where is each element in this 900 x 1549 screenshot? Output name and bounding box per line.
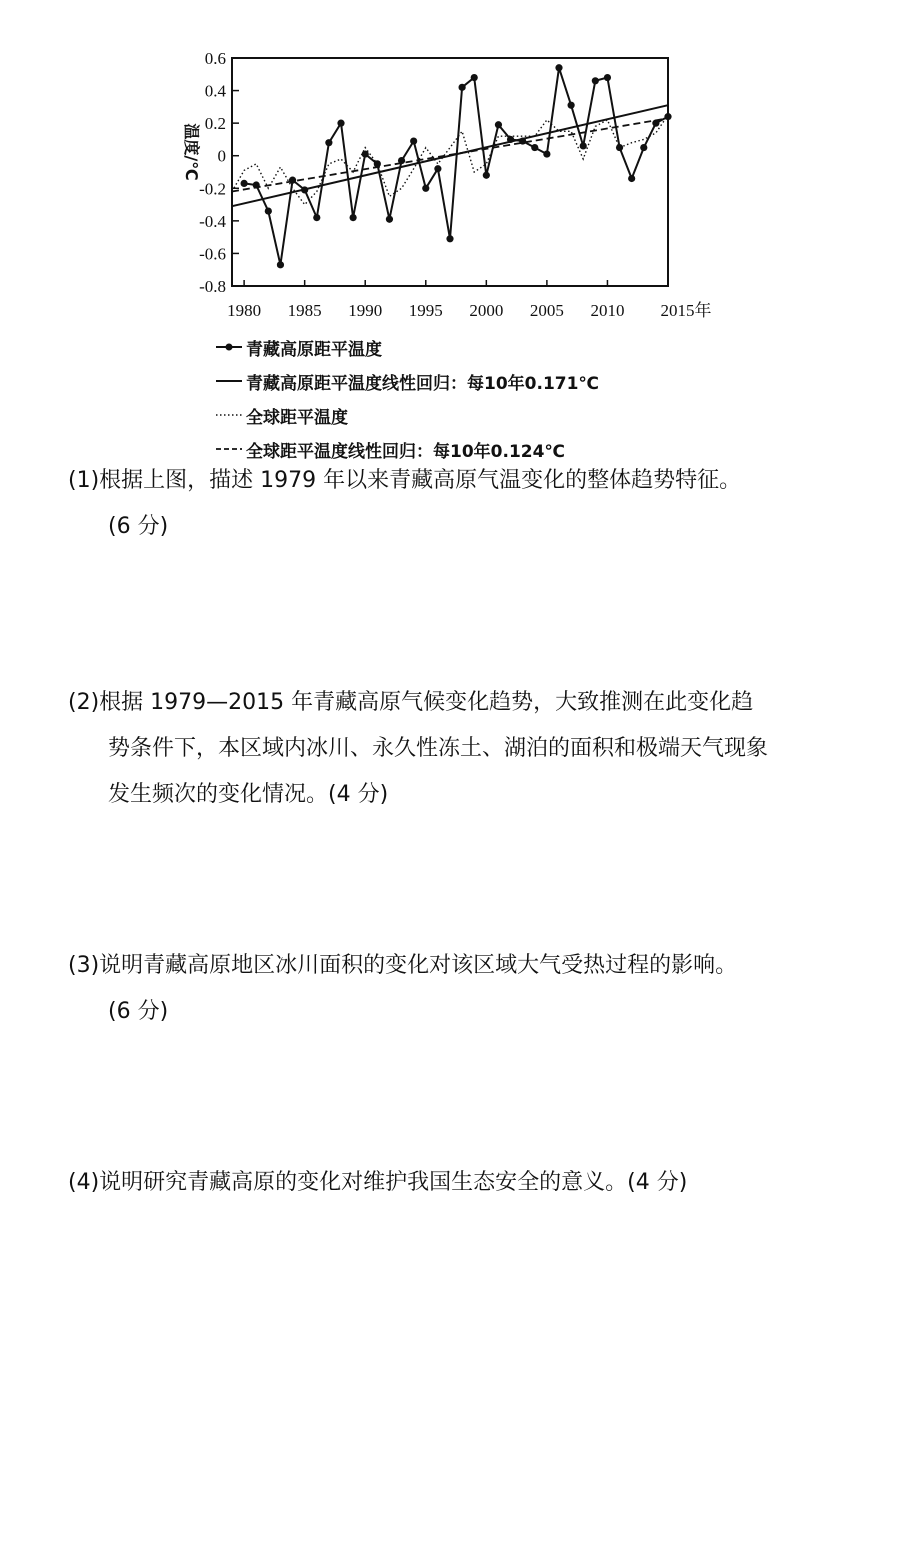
question-text: (3)说明青藏高原地区冰川面积的变化对该区域大气受热过程的影响。 <box>68 953 738 978</box>
x-tick-label: 1995 <box>408 301 443 320</box>
legend-label: 全球距平温度线性回归：每10年0.124℃ <box>246 441 566 462</box>
y-tick-label: -0.6 <box>199 244 226 264</box>
x-tick-label: 2000 <box>469 301 504 320</box>
data-point <box>277 261 284 268</box>
y-axis-label: 温度/℃ <box>182 123 201 181</box>
data-point <box>616 144 623 151</box>
data-point <box>410 137 417 144</box>
plot-frame <box>232 58 668 286</box>
x-tick-label: 1990 <box>348 301 383 320</box>
legend-key-dashed <box>214 439 244 459</box>
chart-series <box>232 64 672 268</box>
data-point <box>459 84 466 91</box>
x-tick-label: 2005 <box>529 301 564 320</box>
data-point <box>422 185 429 192</box>
x-tick-label: 1980 <box>227 301 262 320</box>
data-point <box>350 214 357 221</box>
question-text: (6 分) <box>108 999 169 1024</box>
data-point <box>241 180 248 187</box>
data-point <box>495 121 502 128</box>
data-point <box>325 139 332 146</box>
y-tick-label: -0.4 <box>199 211 226 231</box>
y-tick-label: 0 <box>217 146 226 166</box>
y-tick-label: 0.6 <box>204 49 226 68</box>
question-text: (2)根据 1979—2015 年青藏高原气候变化趋势，大致推测在此变化趋 <box>68 690 754 715</box>
x-tick-label: 1985 <box>287 301 322 320</box>
question-text: (6 分) <box>108 514 169 539</box>
data-point <box>265 207 272 214</box>
chart-legend <box>214 330 694 466</box>
series-line-0 <box>244 68 668 265</box>
data-point <box>555 64 562 71</box>
legend-item-plateau-regression <box>214 364 694 398</box>
data-point <box>543 150 550 157</box>
legend-label: 青藏高原距平温度 <box>246 339 382 360</box>
data-point <box>434 165 441 172</box>
legend-key-dotted <box>214 405 244 425</box>
question-text: 势条件下，本区域内冰川、永久性冻土、湖泊的面积和极端天气现象 <box>108 736 769 761</box>
y-tick-label: 0.4 <box>204 81 226 101</box>
data-point <box>446 235 453 242</box>
data-point <box>580 142 587 149</box>
data-point <box>568 102 575 109</box>
x-tick-label: 2015年 <box>660 301 712 320</box>
legend-label: 青藏高原距平温度线性回归：每10年0.171℃ <box>246 373 600 394</box>
question-text: (4)说明研究青藏高原的变化对维护我国生态安全的意义。(4 分) <box>68 1170 688 1195</box>
question-text: (1)根据上图，描述 1979 年以来青藏高原气温变化的整体趋势特征。 <box>68 468 742 493</box>
data-point <box>640 144 647 151</box>
data-point <box>531 144 538 151</box>
question-4 <box>68 1160 868 1206</box>
data-point <box>483 172 490 179</box>
question-3 <box>68 943 868 1035</box>
y-tick-label: -0.2 <box>199 179 226 199</box>
data-point <box>604 74 611 81</box>
question-1 <box>68 458 868 550</box>
x-tick-label: 2010 <box>590 301 625 320</box>
data-point <box>592 77 599 84</box>
data-point <box>628 175 635 182</box>
legend-key-line-marker <box>214 337 244 357</box>
legend-item-global-anomaly <box>214 398 694 432</box>
data-point <box>386 216 393 223</box>
data-point <box>337 120 344 127</box>
legend-key-solid <box>214 371 244 391</box>
question-2 <box>68 680 868 818</box>
y-tick-label: -0.8 <box>199 277 226 296</box>
chart-axes <box>232 58 668 286</box>
question-text: 发生频次的变化情况。(4 分) <box>108 782 389 807</box>
data-point <box>471 74 478 81</box>
series-line-3 <box>232 118 668 191</box>
y-tick-label: 0.2 <box>204 114 226 134</box>
chart-labels <box>182 49 712 320</box>
temperature-anomaly-chart <box>160 40 720 330</box>
data-point <box>313 214 320 221</box>
legend-item-plateau-anomaly <box>214 330 694 364</box>
legend-label: 全球距平温度 <box>246 407 348 428</box>
